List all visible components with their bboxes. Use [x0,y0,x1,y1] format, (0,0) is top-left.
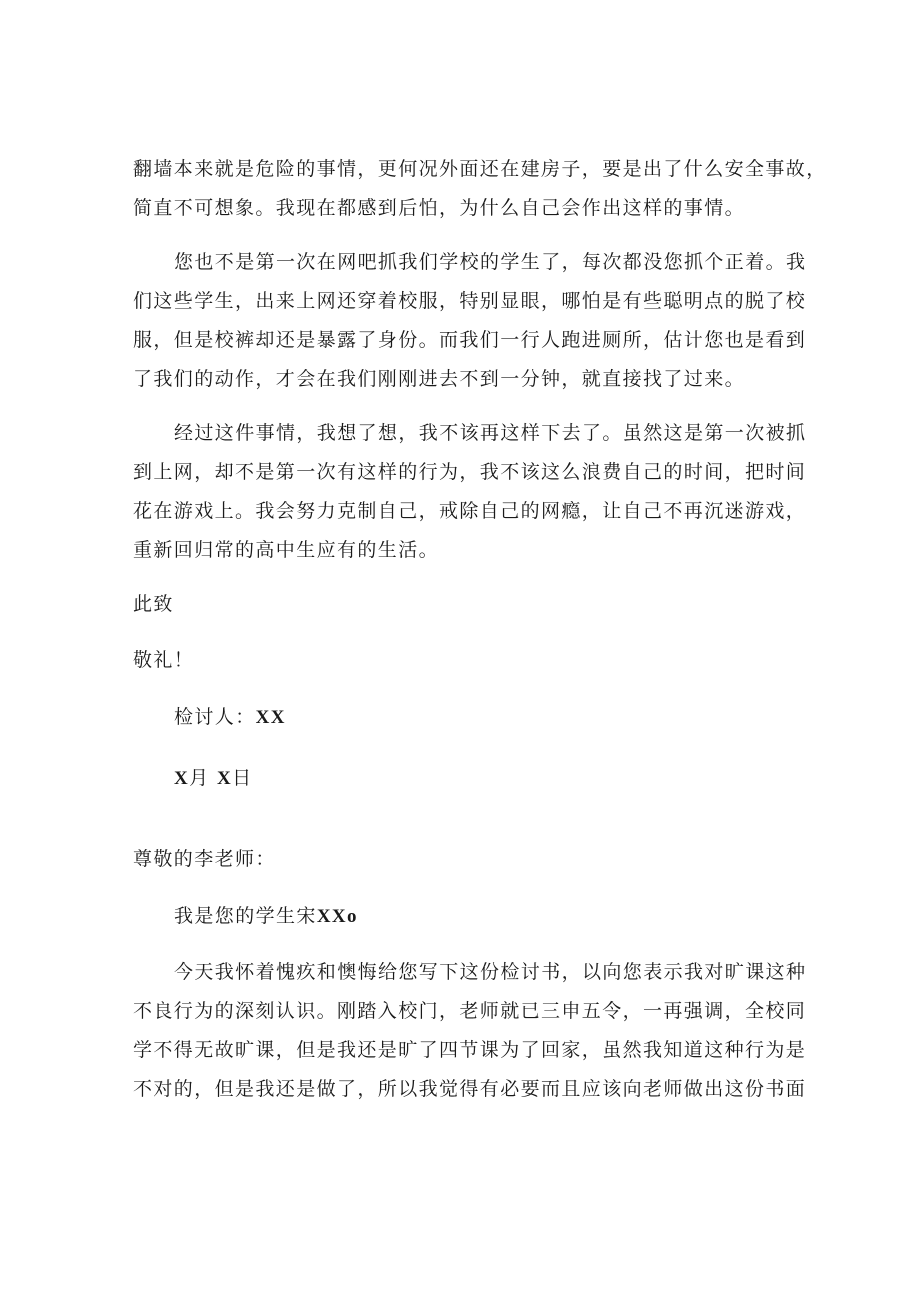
paragraph-line: 今天我怀着愧疚和懊悔给您写下这份检讨书，以向您表示我对旷课这种 [174,961,807,983]
paragraph-line: 学不得无故旷课，但是我还是旷了四节课为了回家，虽然我知道这种行为是 [133,1039,807,1061]
paragraph-line: 了我们的动作，才会在我们刚刚进去不到一分钟，就直接找了过来。 [133,368,746,390]
signer-label: 检讨人： [174,706,256,728]
letter-greeting: 尊敬的李老师： [133,848,276,870]
closing-salutation-2: 敬礼！ [133,649,195,671]
paragraph-2 [133,243,807,399]
date-line [133,759,793,798]
document-body [133,150,827,1124]
letter-intro-name: XXo [316,906,358,927]
letter-paragraph [133,953,807,1109]
paragraph-line: 您也不是第一次在网吧抓我们学校的学生了，每次都没您抓个正着。我 [174,251,807,273]
paragraph-line: 经过这件事情，我想了想，我不该再这样下去了。虽然这是第一次被抓 [174,422,807,444]
paragraph-line: 简直不可想象。我现在都感到后怕，为什么自己会作出这样的事情。 [133,197,746,219]
paragraph-line: 不对的，但是我还是做了，所以我觉得有必要而且应该向老师做出这份书面 [133,1078,807,1100]
letter-intro-text: 我是您的学生宋 [174,905,317,927]
paragraph-3 [133,414,807,570]
closing-salutation-1: 此致 [133,593,174,615]
paragraph-line: 服，但是校裤却还是暴露了身份。而我们一行人跑进厕所，估计您也是看到 [133,329,807,351]
paragraph-1 [133,150,827,228]
paragraph-line: 花在游戏上。我会努力克制自己，戒除自己的网瘾，让自己不再沉迷游戏， [133,500,807,522]
paragraph-line: 们这些学生，出来上网还穿着校服，特别显眼，哪怕是有些聪明点的脱了校 [133,290,807,312]
signer-name: XX [255,707,286,728]
date-day-label: 日 [232,767,253,789]
date-month-value: X [174,768,190,789]
paragraph-line: 到上网，却不是第一次有这样的行为，我不该这么浪费自己的时间，把时间 [133,461,807,483]
date-month-label: 月 [189,767,210,789]
paragraph-line: 不良行为的深刻认识。刚踏入校门，老师就已三申五令，一再强调，全校同 [133,1000,807,1022]
signer-line [133,698,793,737]
letter-intro [133,897,793,936]
date-day-value: X [216,768,233,789]
paragraph-line: 重新回归常的高中生应有的生活。 [133,539,440,561]
paragraph-line: 翻墙本来就是危险的事情，更何况外面还在建房子，要是出了什么安全事故， [133,158,827,180]
